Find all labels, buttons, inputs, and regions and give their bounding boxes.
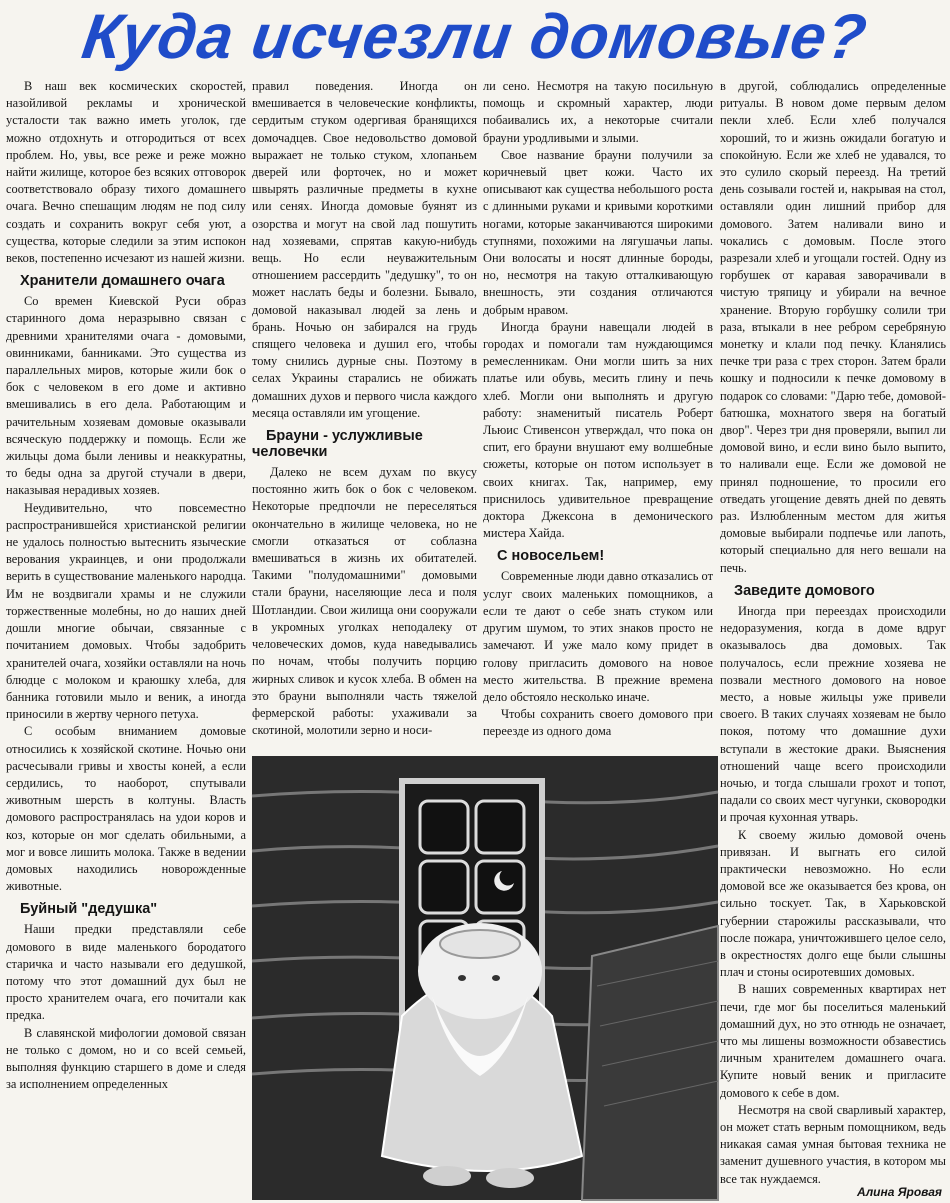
paragraph: Несмотря на свой сварливый характер, он может стать верным помощником, ведь никакая самая умная бытовая техника не заменит душевного участия, в котором мы все так нуждаемся.: [720, 1102, 946, 1186]
paragraph: Свое название брауни получили за коричневый цвет кожи. Часто их описывают как существа небольшого роста с длинными руками и кривыми короткими ногами, которые заканчиваются широкими ступнями, похожими на лягушачьи лапы. Они волосаты и носят длинные бороды, но, несмотря на такую отталкивающую внешность, эти создания отличаются добрым нравом.: [483, 147, 713, 317]
subheading-guardians: Хранители домашнего очага: [20, 273, 225, 290]
headline-text: Куда исчезли домовые?: [78, 2, 872, 72]
paragraph: Со времен Киевской Руси образ старинного дома неразрывно связан с древними хранителями очага - домовыми, овинниками, банниками. Это существа из параллельных миров, которые жили бок о бок с человеком в его доме и активно вмешивались в его дела. Работающим и рачительным хозяевам домовые оказывали всяческую поддержку и помощь. Если же жильцы дома были ленивы и неаккуратны, то беды одна за другой стучали в двери, наказывая нерадивых хозяев.: [6, 294, 246, 498]
subheading-housewarming: С новосельем!: [497, 548, 605, 565]
subheading-brownies: Брауни - услужливые человечки: [252, 428, 423, 461]
domovoy-drawing: [252, 756, 718, 1200]
paragraph: Неудивительно, что повсеместно распространившейся христианской религии не удалось полностью вытеснить языческие верования украинцев, и они продолжали верить в существование маленького народца. Им не воздвигали храмы и не служили торжественные молебны, но до наших дней дошли многие обычаи, связанные с почитанием домовых. Чтобы задобрить хранителей очага, хозяйки оставляли на ночь блюдце с молоком и краюшку хлеба, для банника готовили мыло и веник, а иногда приносили в жертву черного петуха.: [6, 500, 246, 722]
subheading-get-domovoy: Заведите домового: [734, 582, 875, 599]
domovoy-illustration: [252, 756, 718, 1200]
column-4: [720, 78, 946, 1186]
paragraph: С особым вниманием домовые относились к хозяйской скотине. Ночью они расчесывали гривы и хвосты коней, а если сердились, то наоборот, спутывали животным шерсть в колтуны. Власть домового распространялась на удои коров и коз, которые он мог сделать обильными, а мог и вовсе лишить молока. Также в ведении домовых находились новорожденные животные.: [6, 724, 246, 894]
paragraph: В славянской мифологии домовой связан не только с домом, но и со всей семьей, выполняя функцию старшего в доме и следя за исполнением определенных: [6, 1025, 246, 1092]
column-3: [483, 78, 713, 750]
paragraph: К своему жилью домовой очень привязан. И выгнать его силой практически невозможно. Но если домовой все же оказывается без крова, он сильно тоскует. Так, в Харьковской губернии старожилы рассказывали, что после пожара, уничтожившего целое село, в окрестностях долго еще были слышны плач и стоны осиротевших домовых.: [720, 827, 946, 980]
intro-paragraph: В наш век космических скоростей, назойливой рекламы и хронической усталости так важно иметь уголок, где можно отдохнуть и отгородиться от всех проблем. Но, увы, все реже и реже можно найти жилище, которое без всяких отговорок соответствовало образу тихого домашнего очага. Вечно спешащим людям не под силу создать и сохранить вокруг себя уют, а существа, которые следили за этим испокон веков, постепенно исчезают из нашей жизни.: [6, 79, 246, 266]
headline: [0, 0, 950, 74]
paragraph: Далеко не всем духам по вкусу постоянно жить бок о бок с человеком. Некоторые предпочли не переселяться окончательно в жилище человека, но не смогли отказаться от соблазна вмешиваться в жизнь их обитателей. Такими "полудомашними" домовыми стали брауни, населяющие леса и поля Шотландии. Свои жилища они сооружали в укромных уголках неподалеку от человеческих домов, куда наведывались по ночам, чтобы получить порцию жирных сливок и кусок хлеба. В обмен на это брауни выполняли часть тяжелой фермерской работы: ухаживали за скотиной, молотили зерно и носи-: [252, 465, 477, 738]
paragraph: Чтобы сохранить своего домового при переезде из одного дома: [483, 707, 713, 739]
paragraph: ли сено. Несмотря на такую посильную помощь и скромный характер, люди побаивались их, а некоторые считали брауни уродливыми и злыми.: [483, 79, 713, 145]
column-1: [6, 78, 246, 1198]
paragraph: Иногда брауни навещали людей в городах и помогали там нуждающимся ремесленникам. Они могли шить за них платье или обувь, месить глину и печь хлеб. Могли они выполнять и другую работу: знаменитый писатель Роберт Льюис Стивенсон утверждал, что пока он спит, его брауни внушают ему волшебные сюжеты, которые он потом использует в своих книгах. Так, например, ему приснилось удивительное превращение доктора Джексона в демонического мистера Хайда.: [483, 319, 713, 541]
paragraph: Иногда при переездах происходили недоразумения, когда в доме вдруг оказывалось два домовых. Так получалось, если прежние хозяева не позвали местного домового на новое место, а новые жильцы уже привели своего. В таких случаях хозяевам не было покоя, потому что домашние духи вступали в жестокие драки. Выяснения отношений чаще всего происходили ночью, и тогда слышали грохот и топот, падали со своих мест чугунки, сковородки и прочая кухонная утварь.: [720, 603, 946, 825]
paragraph: Современные люди давно отказались от услуг своих маленьких помощников, а если те дают о себе знать стуком или другим шумом, то этих знаков просто не замечают. И уже мало кому придет в голову пригласить домового на новое место жительства. В прежние времена дело обстояло несколько иначе.: [483, 569, 713, 704]
paragraph: правил поведения. Иногда он вмешивается в человеческие конфликты, сердитым стуком одергивая бранящихся домочадцев. Свое недовольство домовой выражает не только стуком, хлопаньем дверей или форточек, но и может швырять различные предметы в кухне или сенях. Иногда домовые буянят из озорства и могут на свой лад пошутить над хозяевами, спрятав какую-нибудь вещь. Но если неуважительным отношением рассердить "дедушку", то он может наслать беды и болезни. Бывало, домовой наказывал людей за лень и брань. Ночью он забирался на грудь спящего человека и душил его, чтобы тому снились дурные сны. Поэтому в селах Украины старались не обижать домашних духов и первого числа каждого месяца оставляли им угощение.: [252, 79, 477, 420]
paragraph: Наши предки представляли себе домового в виде маленького бородатого старичка и часто называли его дедушкой, потому что этот домашний дух был не просто хранителем очага, его почитали как предка.: [6, 922, 246, 1023]
subheading-grandpa: Буйный "дедушка": [20, 901, 158, 918]
column-2: [252, 78, 477, 750]
paragraph: В наших современных квартирах нет печи, где мог бы поселиться маленький домашний дух, но это отнюдь не означает, что мы лишены возможности обзавестись личным хранителем домашнего очага. Купите новый веник и пригласите домового к себе в дом.: [720, 982, 946, 1100]
author-signature: Алина Яровая: [857, 1185, 942, 1199]
paragraph: в другой, соблюдались определенные ритуалы. В новом доме первым делом пекли хлеб. Если хлеб получался хороший, то и жизнь ожидали богатую и спокойную. Если же хлеб не удавался, то это сулило скорый переезд. На третий день созывали гостей и, накрывая на стол, оставляли один лишний прибор для домового. Затем наливали вино и чокались с домовым. После этого разрезали хлеб и угощали гостей. Одну из горбушек от каравая заворачивали в чистую тряпицу и убирали на вечное хранение. Вторую горбушку солили три раза, втыкали в нее ребром серебряную монетку и клали под печку. Кланялись печке три раза с трех сторон. Затем брали кошку и подносили к печке домовому в подарок со словами: "Дарю тебе, домовой-батюшка, мохнатого зверя на богатый двор". Через три дня проверяли, выпил ли домовой вино, и если вино было выпито, то наливали еще. Если же домовой не принял подношение, то просили его отведать угощение девять дней по девять раз. Излюбленным местом для житья домовые выбирали подпечье или лапоть, который специально для него вешали на печь.: [720, 79, 946, 575]
